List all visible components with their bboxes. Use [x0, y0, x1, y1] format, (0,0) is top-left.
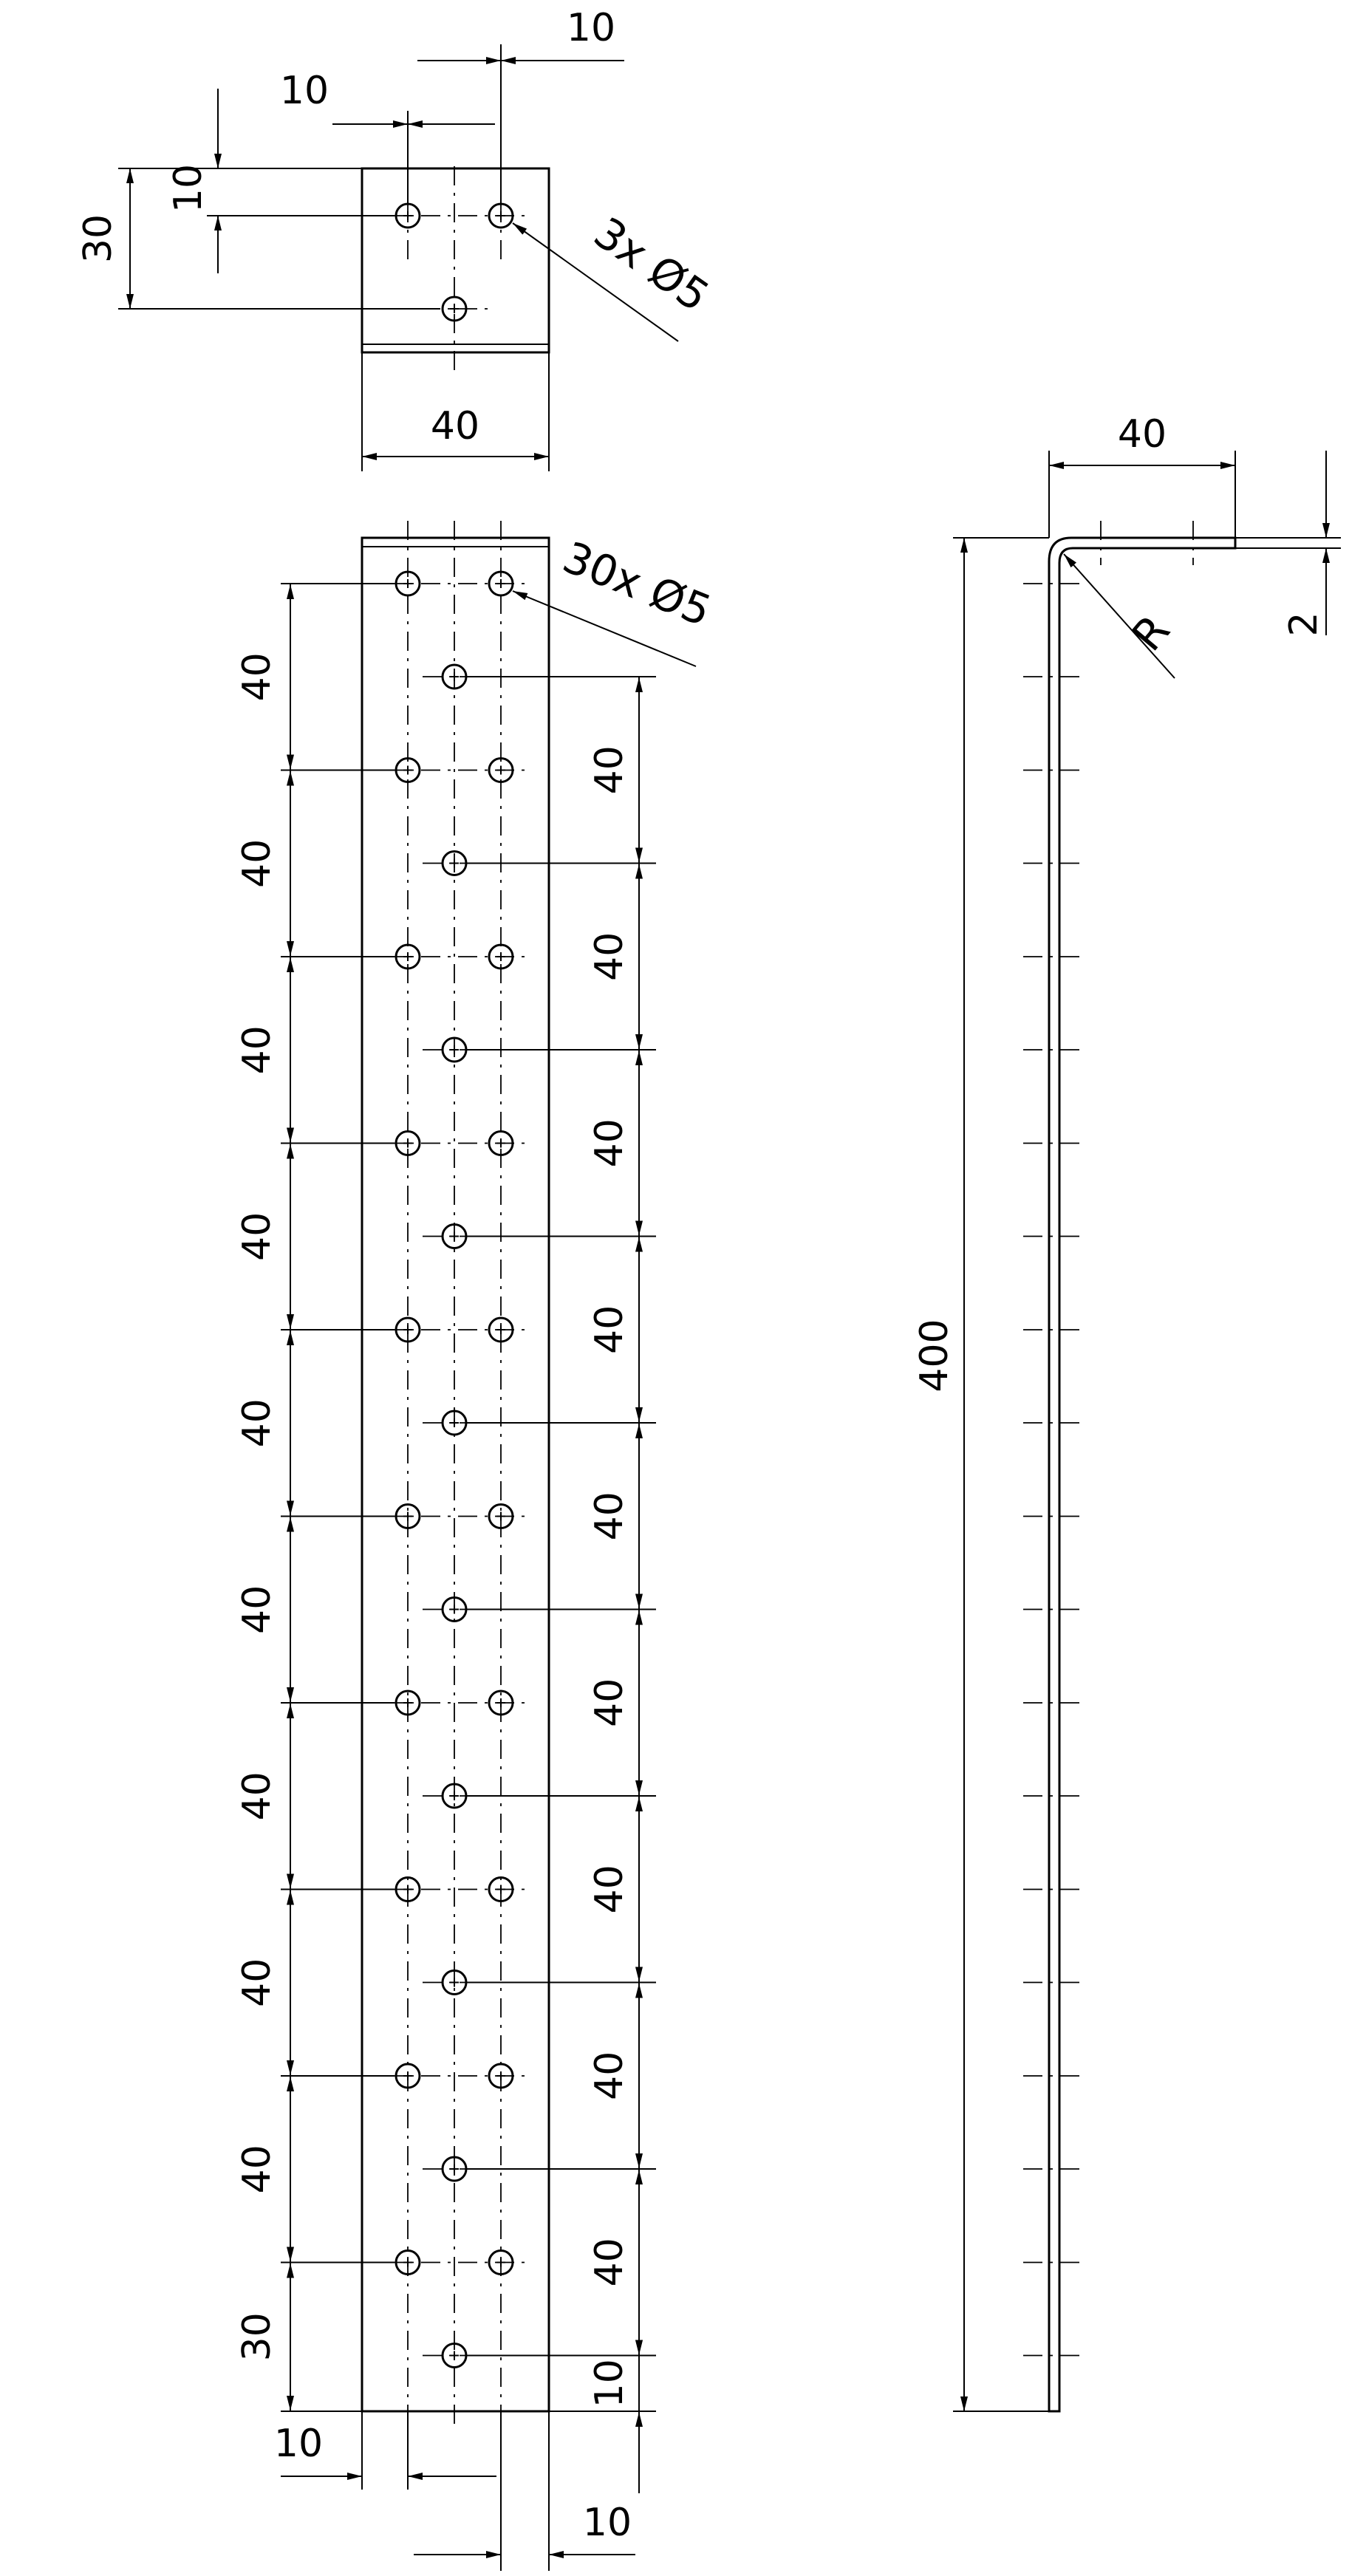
- dim-top-hole-row-label: 10: [166, 163, 211, 213]
- strip-holes-callout-label: 30x Ø5: [556, 531, 719, 637]
- right-pitch-label: 40: [587, 1305, 632, 1354]
- left-end-label: 30: [235, 2312, 279, 2362]
- dim-strip-bottom-left-label: 10: [273, 2422, 324, 2466]
- right-pitch-label: 40: [587, 1678, 632, 1727]
- top-holes-callout: [513, 208, 718, 341]
- right-pitch-label: 40: [587, 745, 632, 795]
- dim-top-hole-row: [166, 89, 395, 273]
- strip-centerlines: [384, 521, 525, 2430]
- right-dimension-chain: [466, 676, 656, 2493]
- left-pitch-label: 40: [235, 2145, 279, 2194]
- left-pitch-label: 40: [235, 838, 279, 888]
- right-pitch-label: 40: [587, 1492, 632, 1541]
- dim-hole-offset-left: [280, 69, 495, 203]
- dim-hole-offset-left-label: 10: [279, 69, 329, 113]
- bend-radius-callout: [1064, 554, 1180, 678]
- left-pitch-label: 40: [235, 1958, 279, 2007]
- left-dimension-chain: [235, 584, 395, 2411]
- dim-top-width: [362, 352, 549, 471]
- dim-top-width-label: 40: [430, 404, 480, 448]
- top-holes-callout-label: 3x Ø5: [584, 207, 719, 322]
- right-end-label: 10: [587, 2359, 632, 2408]
- strip-outline: [362, 538, 549, 2411]
- dim-hole-offset-right: [417, 6, 624, 203]
- strip-holes-callout: [513, 532, 718, 666]
- dim-side-length-label: 400: [912, 1319, 957, 1393]
- left-pitch-label: 40: [235, 1772, 279, 1821]
- dim-strip-bottom-left: [274, 2411, 496, 2490]
- dim-top-height: [76, 168, 440, 309]
- dim-side-thickness-label: 2: [1282, 612, 1326, 637]
- strip-holes: [396, 572, 513, 2368]
- left-pitch-label: 40: [235, 1025, 279, 1075]
- right-pitch-label: 40: [587, 2238, 632, 2287]
- dim-side-thickness: [1235, 451, 1341, 637]
- left-pitch-label: 40: [235, 652, 279, 702]
- dim-side-flange-label: 40: [1117, 412, 1167, 457]
- bend-radius-label: R: [1121, 605, 1180, 660]
- top-view-centerlines: [384, 166, 525, 377]
- right-pitch-label: 40: [587, 1865, 632, 1914]
- right-pitch-label: 40: [587, 1118, 632, 1168]
- right-pitch-label: 40: [587, 2051, 632, 2100]
- dim-side-length: [912, 538, 1049, 2411]
- left-pitch-label: 40: [235, 1398, 279, 1448]
- left-pitch-label: 40: [235, 1212, 279, 1261]
- side-view: [912, 412, 1341, 2411]
- dim-side-flange: [1049, 412, 1235, 538]
- top-view: [76, 6, 718, 471]
- dim-hole-offset-right-label: 10: [566, 6, 616, 50]
- side-profile: [1049, 538, 1235, 2411]
- strip-view: [235, 521, 718, 2571]
- dim-strip-bottom-right-label: 10: [582, 2501, 632, 2545]
- dim-strip-bottom-right: [414, 2411, 635, 2571]
- top-view-outline: [362, 168, 549, 352]
- dim-top-height-label: 30: [76, 213, 120, 264]
- left-pitch-label: 40: [235, 1585, 279, 1634]
- right-pitch-label: 40: [587, 932, 632, 981]
